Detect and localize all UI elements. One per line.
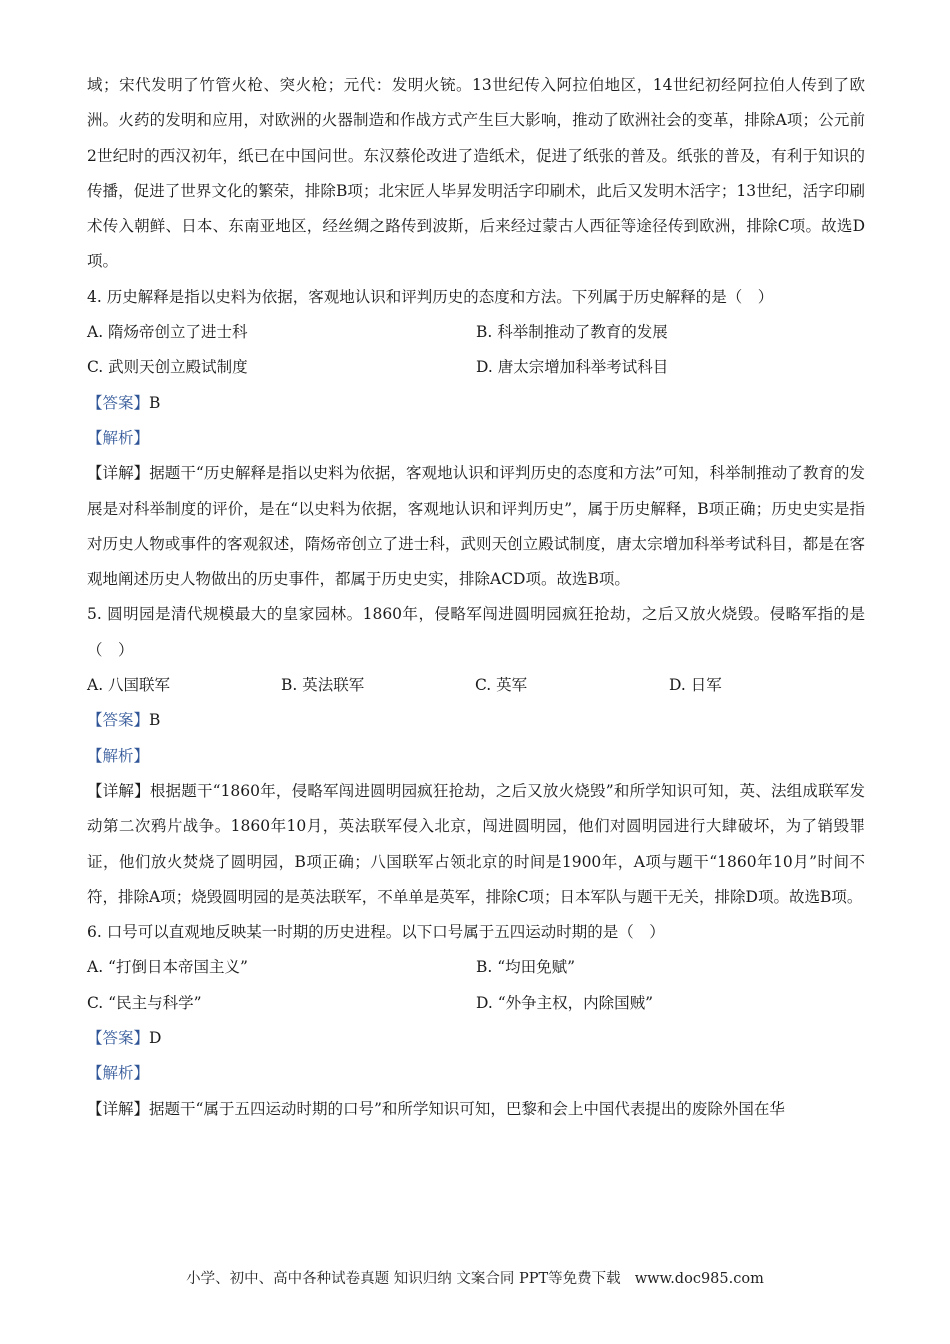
question-4-detail [87,456,865,597]
answer-value: B [149,711,161,730]
question-5-option-d: D. 日军 [669,676,722,695]
question-5: 5. 圆明园是清代规模最大的皇家园林。1860年，侵略军闯进圆明园疯狂抢劫，之后又放火烧毁。侵略军指的是（ ） [87,605,865,659]
question-6-option-d: D. “外争主权，内除国贼” [476,993,654,1012]
question-5-option-b: B. 英法联军 [281,676,365,695]
question-4-options-row-2 [87,350,865,385]
question-4-option-a: A. 隋炀帝创立了进士科 [87,323,248,342]
question-6-answer [87,1021,865,1056]
question-4-answer [87,386,865,421]
question-4-option-c: C. 武则天创立殿试制度 [87,358,248,377]
question-4-option-d: D. 唐太宗增加科举考试科目 [476,358,669,377]
question-5-answer [87,703,865,738]
question-6-detail [87,1092,865,1127]
question-4-option-b: B. 科举制推动了教育的发展 [476,323,668,342]
question-6-option-b: B. “均田免赋” [476,958,576,977]
question-4-analysis [87,421,865,456]
answer-value: B [149,393,161,412]
question-6-analysis [87,1056,865,1091]
analysis-label: 【解析】 [87,1064,150,1083]
document-body [87,68,865,1127]
detail-text: 据题干“属于五四运动时期的口号”和所学知识可知，巴黎和会上中国代表提出的废除外国在华 [149,1099,785,1118]
answer-label: 【答案】 [87,711,150,730]
detail-label: 【详解】 [87,1099,150,1118]
question-6-option-a: A. “打倒日本帝国主义” [87,958,248,977]
analysis-label: 【解析】 [87,428,150,447]
question-5-options [87,668,865,703]
detail-text: 据题干“历史解释是指以史料为依据，客观地认识和评判历史的态度和方法”可知，科举制推动了教育的发展是对科举制度的评价，是在“以史料为依据，客观地认识和评判历史”，属于历史解释，B项正确；历史史实是指对历史人物或事件的客观叙述，隋炀帝创立了进士科，武则天创立殿试制度，唐太宗增加科举考试科目，都是在客观地阐述历史人物做出的历史事件，都属于历史史实，排除ACD项。故选B项。 [87,464,865,589]
answer-value: D [149,1029,162,1048]
footer-text: 小学、初中、高中各种试卷真题 知识归纳 文案合同 PPT等免费下载 [186,1271,621,1287]
question-5-option-a: A. 八国联军 [87,676,171,695]
question-6-option-c: C. “民主与科学” [87,993,202,1012]
question-5-analysis [87,739,865,774]
detail-label: 【详解】 [87,781,150,800]
analysis-label: 【解析】 [87,746,150,765]
question-6-options-row-1 [87,950,865,985]
question-4-options-row-1 [87,315,865,350]
answer-label: 【答案】 [87,393,150,412]
footer-url[interactable]: www.doc985.com [634,1271,764,1287]
answer-label: 【答案】 [87,1029,150,1048]
question-6: 6. 口号可以直观地反映某一时期的历史进程。以下口号属于五四运动时期的是（ ） [87,923,665,942]
page-footer [0,1267,950,1288]
question-4: 4. 历史解释是指以史料为依据，客观地认识和评判历史的态度和方法。下列属于历史解释的是（ ） [87,287,774,306]
question-5-detail [87,774,865,915]
question-6-options-row-2 [87,986,865,1021]
question-5-option-c: C. 英军 [475,676,528,695]
previous-explanation-continuation: 域；宋代发明了竹管火枪、突火枪；元代：发明火铳。13世纪传入阿拉伯地区，14世纪初经阿拉伯人传到了欧洲。火药的发明和应用，对欧洲的火器制造和作战方式产生巨大影响，推动了欧洲社会的变革，排除A项；公元前2世纪时的西汉初年，纸已在中国问世。东汉蔡伦改进了造纸术，促进了纸张的普及。纸张的普及，有利于知识的传播，促进了世界文化的繁荣，排除B项；北宋匠人毕昇发明活字印刷术，此后又发明木活字；13世纪，活字印刷术传入朝鲜、日本、东南亚地区，经丝绸之路传到波斯，后来经过蒙古人西征等途径传到欧洲，排除C项。故选D项。 [87,76,865,271]
detail-text: 根据题干“1860年，侵略军闯进圆明园疯狂抢劫，之后又放火烧毁”和所学知识可知，英、法组成联军发动第二次鸦片战争。1860年10月，英法联军侵入北京，闯进圆明园，他们对圆明园进行大肆破坏，为了销毁罪证，他们放火焚烧了圆明园，B项正确；八国联军占领北京的时间是1900年，A项与题干“1860年10月”时间不符，排除A项；烧毁圆明园的是英法联军，不单单是英军，排除C项；日本军队与题干无关，排除D项。故选B项。 [87,781,865,906]
detail-label: 【详解】 [87,464,150,483]
